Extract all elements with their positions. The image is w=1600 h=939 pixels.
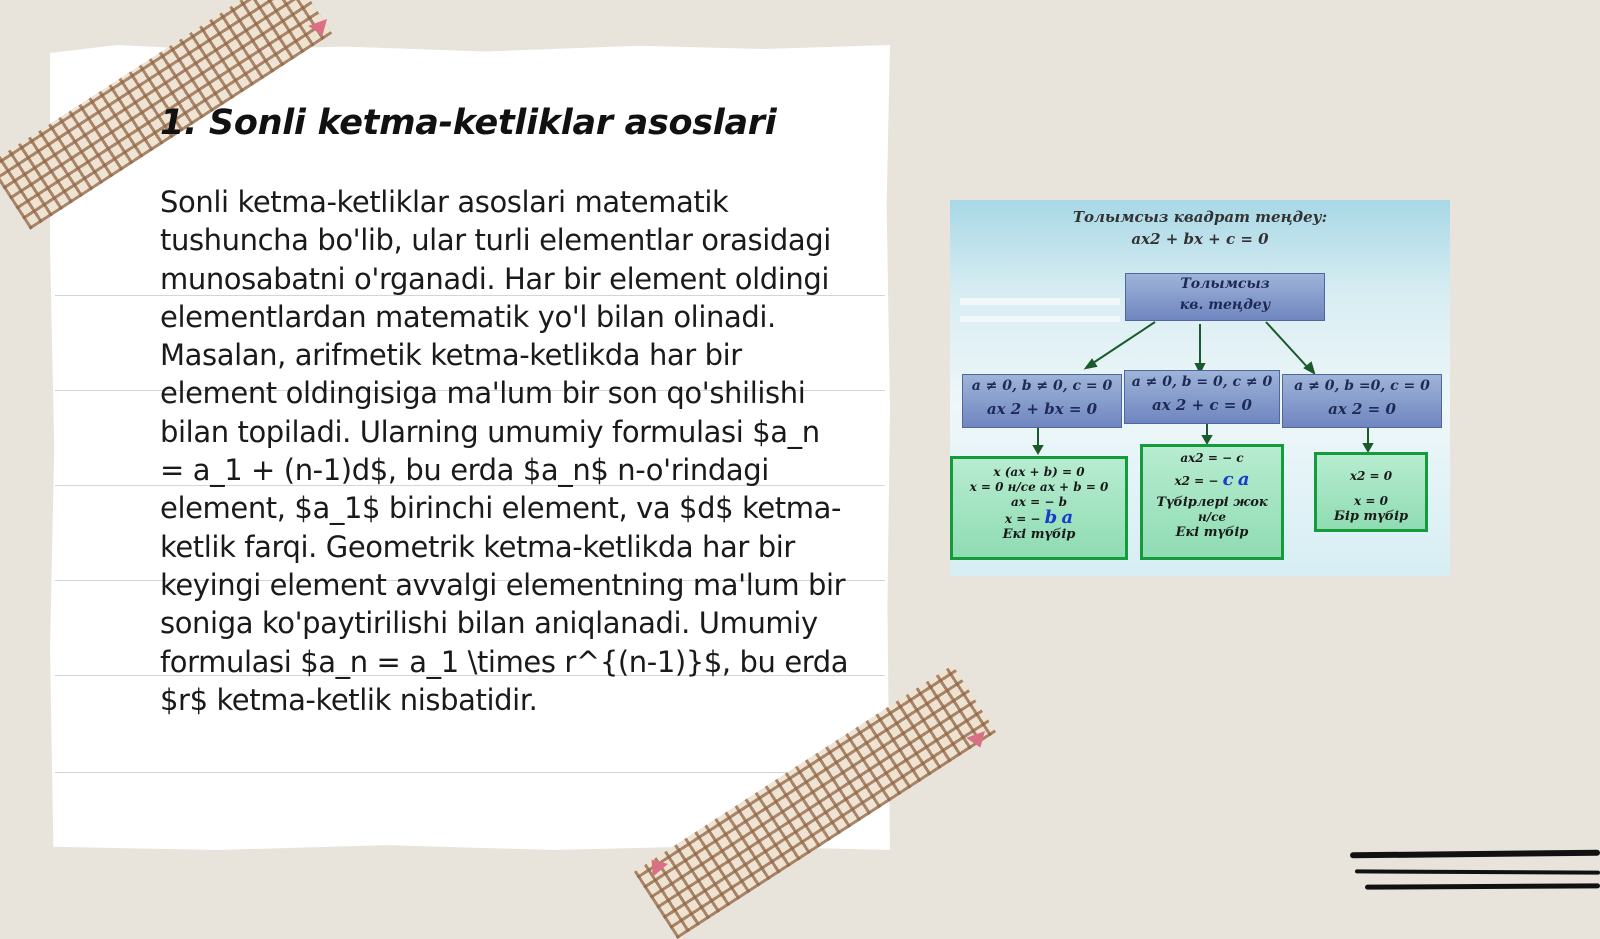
- result-fraction-prefix: x = −: [1004, 512, 1041, 526]
- brush-stroke: [1355, 869, 1600, 874]
- result-fraction-prefix: x2 = −: [1174, 474, 1219, 488]
- result-line: x (ax + b) = 0: [993, 465, 1085, 479]
- slide-body-text: Sonli ketma-ketliklar asoslari matematik tushuncha bo'lib, ular turli elementlar orasidagi munosabatni o'rganadi. Har bir element oldingi elementlardan matematik yo'l bilan olinadi. Masalan, arifmetik ketma-ketlikda har bir element oldingisiga ma'lum bir son qo'shilishi bilan topiladi. Ularning umumiy formulasi $a_n = a_1 + (n-1)d$, bu erda $a_n$ n-o'rindagi element, $a_1$ birinchi element, va $d$ ketma-ketlik farqi. Geometrik ketma-ketlikda har bir keyingi element avvalgi elementning ma'lum bir soniga ko'paytirilishi bilan aniqlanadi. Umumiy formulasi $a_n = a_1 \times r^{(n-1)}$, bu erda $r$ ketma-ketlik nisbatidir.: [160, 185, 849, 717]
- result-line: x = 0 н/се ax + b = 0: [969, 480, 1109, 494]
- fraction-numerator: c: [1222, 469, 1234, 490]
- case-condition: a ≠ 0, b ≠ 0, c = 0: [971, 378, 1113, 394]
- result-conclusion: Екі түбір: [1002, 527, 1076, 542]
- diagram-header-equation: ax2 + bx + c = 0: [1131, 230, 1269, 248]
- quadratic-equation-diagram: [950, 200, 1450, 576]
- case-equation: ax 2 + bx = 0: [986, 400, 1098, 418]
- case-condition: a ≠ 0, b =0, c = 0: [1294, 378, 1430, 394]
- diagram-header: Толымсыз квадрат теңдеу:: [1072, 208, 1328, 226]
- fraction-denominator: a: [1061, 507, 1074, 528]
- case-equation: ax 2 = 0: [1328, 400, 1396, 418]
- fraction-numerator: b: [1044, 507, 1058, 528]
- diagram-case-box: [1282, 374, 1442, 428]
- case-condition: a ≠ 0, b = 0, c ≠ 0: [1131, 374, 1273, 390]
- result-line: н/се: [1197, 510, 1227, 524]
- diagram-case-box: [1124, 370, 1280, 424]
- root-label: Толымсыз: [1180, 276, 1270, 292]
- diagram-case-box: [962, 374, 1122, 428]
- case-equation: ax 2 + c = 0: [1152, 396, 1252, 414]
- slide-title: 1. Sonli ketma-ketliklar asoslari: [160, 103, 777, 143]
- brush-stroke: [1365, 883, 1600, 889]
- diagram-root-box: [1125, 273, 1325, 321]
- result-line: ax = − b: [1011, 495, 1067, 509]
- result-conclusion: Түбірлері жок: [1156, 495, 1268, 510]
- result-fraction-line: [1143, 469, 1281, 490]
- result-fraction-line: [953, 507, 1125, 528]
- result-conclusion: Бір түбір: [1333, 509, 1409, 524]
- result-line: x2 = 0: [1349, 469, 1393, 483]
- ruled-line: [55, 772, 885, 773]
- diagram-result-box: [1314, 452, 1428, 532]
- result-line: x = 0: [1354, 494, 1388, 508]
- diagram-result-box: [1140, 444, 1284, 560]
- result-line: ax2 = − c: [1180, 451, 1244, 465]
- root-label: кв. теңдеу: [1179, 297, 1271, 313]
- result-conclusion: Екі түбір: [1175, 525, 1249, 540]
- brush-stroke: [1350, 850, 1600, 859]
- diagram-result-box: [950, 456, 1128, 560]
- fraction-denominator: a: [1237, 469, 1250, 490]
